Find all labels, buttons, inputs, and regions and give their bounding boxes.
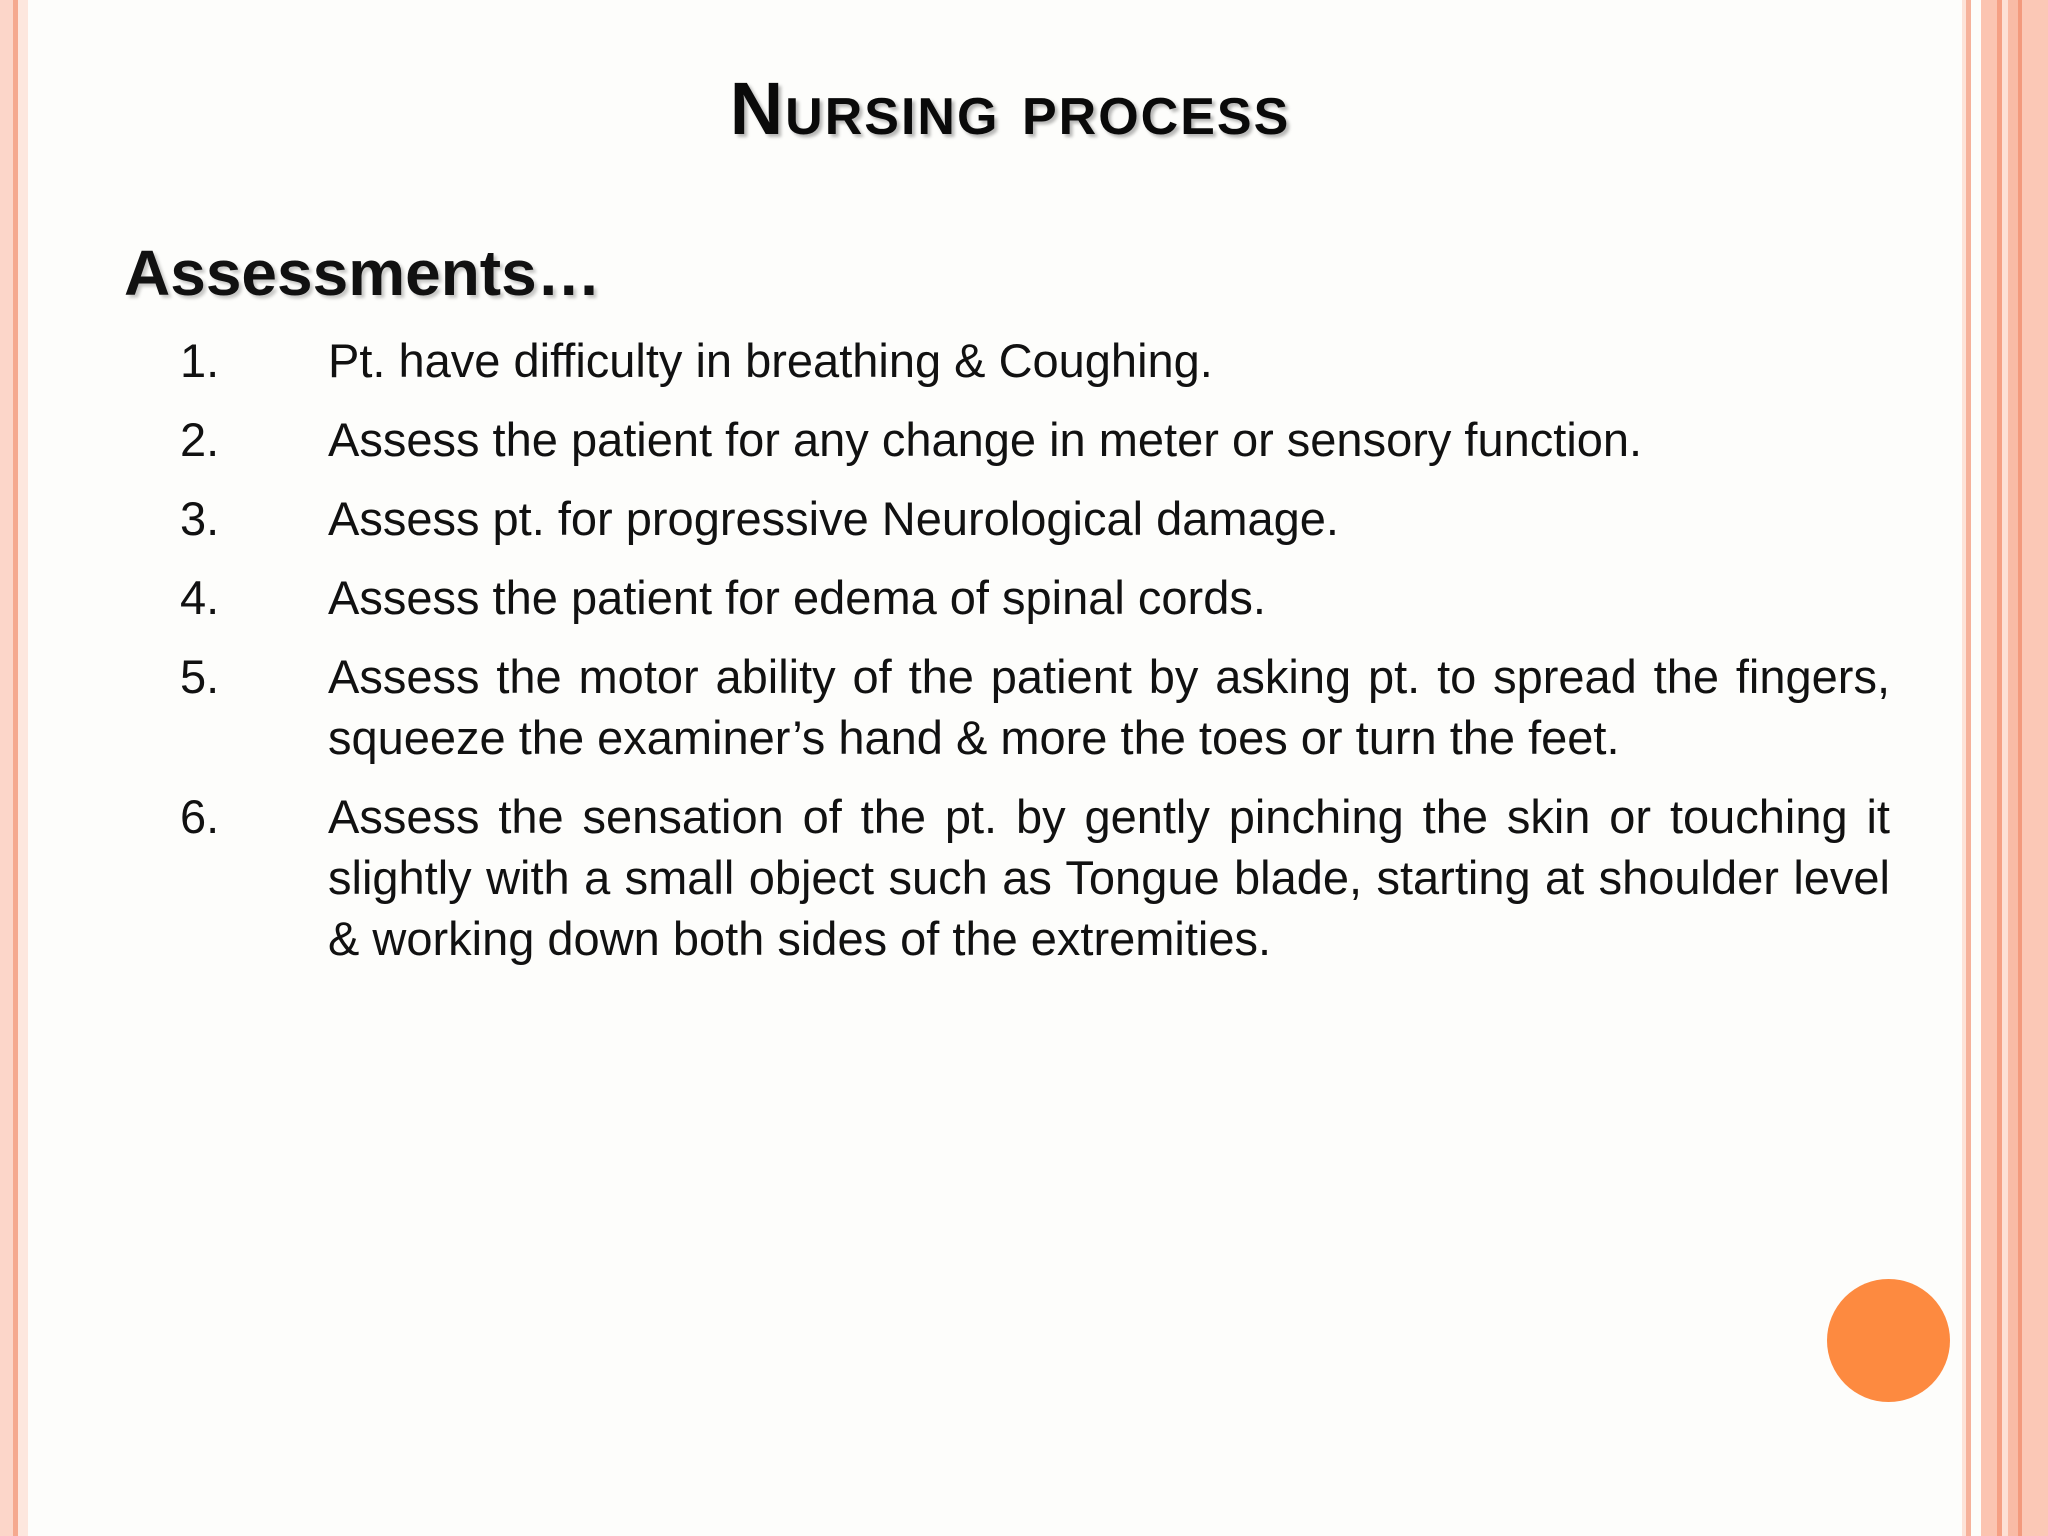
right-border-stripe — [1971, 0, 1981, 1536]
list-item — [180, 786, 1890, 969]
item-text: Assess the sensation of the pt. by gently pinching the skin or touching it slightly with a small object such as Tongue blade, starting at shoulder level & working down both sides of the extremities. — [328, 790, 1890, 965]
orange-circle-decoration — [1827, 1279, 1950, 1402]
right-border-stripe — [1981, 0, 1997, 1536]
list-item — [180, 330, 1890, 391]
list-item — [180, 409, 1890, 470]
assessment-list — [180, 330, 1890, 987]
item-number: 5. — [180, 650, 220, 703]
item-number: 2. — [180, 413, 220, 466]
item-text: Assess the patient for edema of spinal cords. — [328, 571, 1266, 624]
left-border-stripe — [0, 0, 13, 1536]
list-item — [180, 646, 1890, 768]
list-item — [180, 567, 1890, 628]
item-number: 6. — [180, 790, 220, 843]
item-text: Assess the motor ability of the patient by asking pt. to spread the fingers, squeeze the examiner’s hand & more the toes or turn the feet. — [328, 650, 1890, 764]
section-heading: Assessments… — [124, 237, 601, 309]
item-number: 3. — [180, 492, 220, 545]
slide-title: Nursing process — [729, 67, 1291, 150]
item-text: Assess the patient for any change in meter or sensory function. — [328, 413, 1643, 466]
item-text: Assess pt. for progressive Neurological damage. — [328, 492, 1339, 545]
list-item — [180, 488, 1890, 549]
left-border-stripe — [18, 0, 28, 1536]
right-border-stripe — [2008, 0, 2018, 1536]
right-border-stripe — [2022, 0, 2048, 1536]
item-number: 1. — [180, 334, 220, 387]
item-text: Pt. have difficulty in breathing & Coughing. — [328, 334, 1213, 387]
item-number: 4. — [180, 571, 220, 624]
